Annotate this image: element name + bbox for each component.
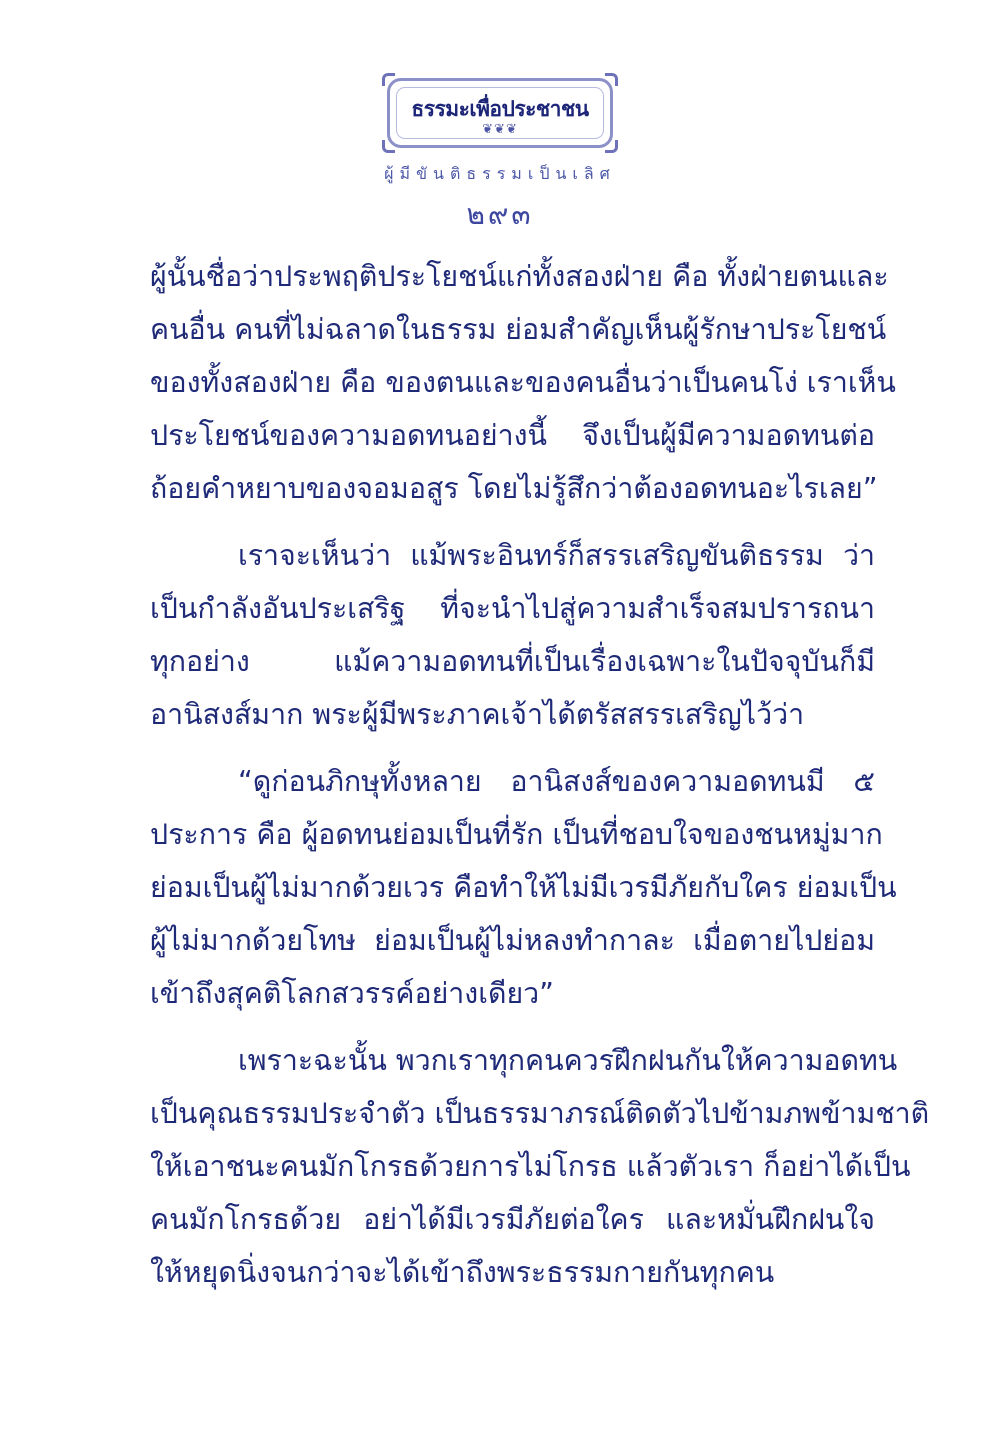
text-line: “ดูก่อนภิกษุทั้งหลาย อานิสงส์ของความอดทนมี ๕ (238, 765, 875, 798)
page-header (0, 78, 1000, 237)
text-line: เราจะเห็นว่า แม้พระอินทร์ก็สรรเสริญขันติธรรม ว่า (238, 539, 875, 572)
text-line: เพราะฉะนั้น พวกเราทุกคนควรฝึกฝนกันให้ความอดทน (238, 1044, 898, 1077)
text-line: เข้าถึงสุคติโลกสวรรค์อย่างเดียว” (150, 977, 554, 1010)
chapter-subtitle: ผู้มีขันติธรรมเป็นเลิศ (384, 164, 616, 183)
text-line: เป็นกำลังอันประเสริฐ ที่จะนำไปสู่ความสำเร็จสมปรารถนา (150, 592, 875, 625)
text-line: อานิสงส์มาก พระผู้มีพระภาคเจ้าได้ตรัสสรรเสริญไว้ว่า (150, 698, 805, 731)
paragraph (150, 755, 897, 1020)
logo-title: ธรรมะเพื่อประชาชน (411, 96, 589, 121)
text-line: ประการ คือ ผู้อดทนย่อมเป็นที่รัก เป็นที่ชอบใจของชนหมู่มาก (150, 818, 883, 851)
page-number: ๒๙๓ (466, 198, 534, 231)
text-line: ประโยชน์ของความอดทนอย่างนี้ จึงเป็นผู้มีความอดทนต่อ (150, 419, 875, 452)
paragraph (150, 1034, 930, 1299)
text-line: เป็นคุณธรรมประจำตัว เป็นธรรมาภรณ์ติดตัวไปข้ามภพข้ามชาติ (150, 1097, 930, 1130)
body-text (150, 250, 930, 1313)
text-line: คนอื่น คนที่ไม่ฉลาดในธรรม ย่อมสำคัญเห็นผู้รักษาประโยชน์ (150, 313, 887, 346)
text-line: ของทั้งสองฝ่าย คือ ของตนและของคนอื่นว่าเป็นคนโง่ เราเห็น (150, 366, 896, 399)
text-line: ให้หยุดนิ่งจนกว่าจะได้เข้าถึงพระธรรมกายกันทุกคน (150, 1256, 775, 1289)
logo-corner-ornament (382, 73, 395, 86)
text-line: ย่อมเป็นผู้ไม่มากด้วยเวร คือทำให้ไม่มีเวรมีภัยกับใคร ย่อมเป็น (150, 871, 897, 904)
book-logo (387, 78, 613, 148)
text-line: ทุกอย่าง แม้ความอดทนที่เป็นเรื่องเฉพาะในปัจจุบันก็มี (150, 645, 875, 678)
text-line: ผู้นั้นชื่อว่าประพฤติประโยชน์แก่ทั้งสองฝ่าย คือ ทั้งฝ่ายตนและ (150, 260, 889, 293)
paragraph (150, 529, 875, 741)
text-line: ผู้ไม่มากด้วยโทษ ย่อมเป็นผู้ไม่หลงทำกาละ เมื่อตายไปย่อม (150, 924, 875, 957)
text-line: คนมักโกรธด้วย อย่าได้มีเวรมีภัยต่อใคร และหมั่นฝึกฝนใจ (150, 1203, 875, 1236)
logo-corner-ornament (605, 140, 618, 153)
logo-corner-ornament (382, 140, 395, 153)
paragraph (150, 250, 896, 515)
text-line: ให้เอาชนะคนมักโกรธด้วยการไม่โกรธ แล้วตัวเรา ก็อย่าได้เป็น (150, 1150, 911, 1183)
text-line: ถ้อยคำหยาบของจอมอสูร โดยไม่รู้สึกว่าต้องอดทนอะไรเลย” (150, 472, 878, 505)
logo-corner-ornament (605, 73, 618, 86)
logo-ornament: ❦❦❦ (482, 122, 518, 137)
